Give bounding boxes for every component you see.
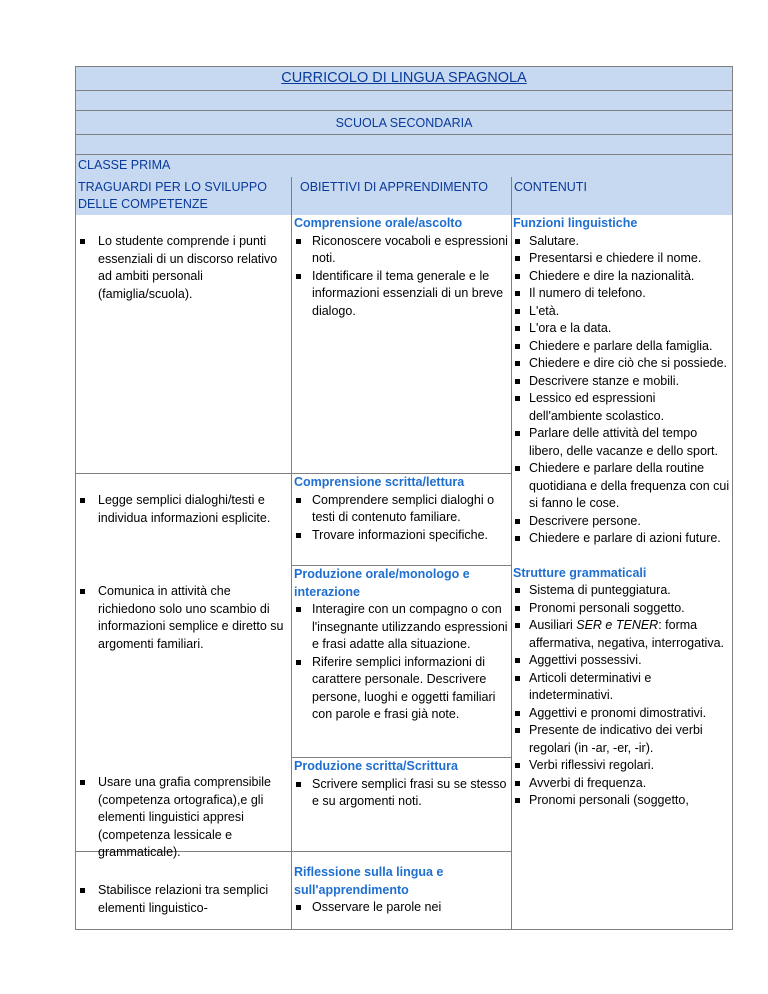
section-heading: Produzione orale/monologo e interazione <box>294 567 470 599</box>
list-item: Presente de indicativo dei verbi regolari (in -ar, -er, -ir). <box>513 722 731 757</box>
italic-text: SER e TENER <box>576 618 659 632</box>
class-label: CLASSE PRIMA <box>78 158 171 172</box>
header-obiettivi: OBIETTIVI DI APPRENDIMENTO <box>291 177 511 215</box>
traguardo-cell <box>76 583 291 653</box>
header-traguardi: TRAGUARDI PER LO SVILUPPO DELLE COMPETENZE <box>76 177 291 215</box>
list-item: Chiedere e dire ciò che si possiede. <box>513 355 731 373</box>
school-subtitle: SCUOLA SECONDARIA <box>335 116 473 130</box>
text: Ausiliari <box>529 618 577 632</box>
obiettivo-cell <box>294 566 508 724</box>
obiettivo-cell <box>294 474 510 544</box>
subtitle-row <box>76 111 732 135</box>
section-heading: Strutture grammaticali <box>513 565 647 580</box>
list-item: Comprendere semplici dialoghi o testi di contenuto familiare. <box>294 492 510 527</box>
list-item <box>513 617 731 652</box>
page-title: CURRICOLO DI LINGUA SPAGNOLA <box>281 70 527 86</box>
text: : forma affermativa, negativa, interrogativa. <box>529 618 725 650</box>
list-item: Descrivere persone. <box>513 513 731 531</box>
list-item: Il numero di telefono. <box>513 285 731 303</box>
header-contenuti: CONTENUTI <box>511 177 732 215</box>
curriculum-table <box>75 66 733 930</box>
column-divider <box>291 215 292 929</box>
list-item: Scrivere semplici frasi su se stesso e su argomenti noti. <box>294 776 508 811</box>
list-item: L'ora e la data. <box>513 320 731 338</box>
list-item: Pronomi personali (soggetto, <box>513 792 731 810</box>
traguardo-cell <box>76 774 289 862</box>
empty-row <box>76 135 732 155</box>
list-item: Avverbi di frequenza. <box>513 775 731 793</box>
list-item: Chiedere e parlare della routine quotidiana e della frequenza con cui si fanno le cose. <box>513 460 731 513</box>
obiettivo-cell <box>294 864 508 917</box>
traguardo-cell <box>76 233 289 303</box>
section-heading: Funzioni linguistiche <box>513 216 638 230</box>
section-heading: Produzione scritta/Scrittura <box>294 759 458 773</box>
list-item: Lo studente comprende i punti essenziali di un discorso relativo ad ambiti personali (famiglia/scuola). <box>76 233 289 303</box>
obiettivo-cell <box>294 215 508 320</box>
list-item: Stabilisce relazioni tra semplici elementi linguistico- <box>76 882 289 917</box>
list-item: Pronomi personali soggetto. <box>513 600 731 618</box>
list-item: Chiedere e parlare della famiglia. <box>513 338 731 356</box>
section-heading: Riflessione sulla lingua e sull'apprendimento <box>294 865 444 897</box>
list-item: Aggettivi e pronomi dimostrativi. <box>513 705 731 723</box>
obiettivo-cell <box>294 758 508 811</box>
list-item: Chiedere e parlare di azioni future. <box>513 530 731 548</box>
traguardo-cell <box>76 882 289 917</box>
list-item: Articoli determinativi e indeterminativi. <box>513 670 731 705</box>
list-item: L'età. <box>513 303 731 321</box>
empty-row <box>76 91 732 111</box>
list-item: Verbi riflessivi regolari. <box>513 757 731 775</box>
list-item: Parlare delle attività del tempo libero, delle vacanze e dello sport. <box>513 425 731 460</box>
section-heading: Comprensione scritta/lettura <box>294 475 465 489</box>
list-item: Riferire semplici informazioni di carattere personale. Descrivere persone, luoghi e oggetti familiari con parole e frasi già note. <box>294 654 508 724</box>
list-item: Aggettivi possessivi. <box>513 652 731 670</box>
title-row <box>76 67 732 91</box>
list-item: Lessico ed espressioni dell'ambiente scolastico. <box>513 390 731 425</box>
section-heading: Comprensione orale/ascolto <box>294 216 463 230</box>
list-item: Riconoscere vocaboli e espressioni noti. <box>294 233 508 268</box>
list-item: Chiedere e dire la nazionalità. <box>513 268 731 286</box>
traguardo-cell <box>76 492 289 527</box>
class-row <box>76 155 732 177</box>
column-divider <box>511 215 512 929</box>
contenuti-cell <box>513 215 731 810</box>
list-item: Legge semplici dialoghi/testi e individua informazioni esplicite. <box>76 492 289 527</box>
list-item: Presentarsi e chiedere il nome. <box>513 250 731 268</box>
list-item: Sistema di punteggiatura. <box>513 582 731 600</box>
list-item: Interagire con un compagno o con l'insegnante utilizzando espressioni e frasi adatte alla situazione. <box>294 601 508 654</box>
list-item: Descrivere stanze e mobili. <box>513 373 731 391</box>
list-item: Usare una grafia comprensibile (competenza ortografica),e gli elementi linguistici appresi (competenza lessicale e grammaticale). <box>76 774 289 862</box>
list-item: Osservare le parole nei <box>294 899 508 917</box>
list-item: Identificare il tema generale e le informazioni essenziali di un breve dialogo. <box>294 268 508 321</box>
list-item: Salutare. <box>513 233 731 251</box>
list-item: Trovare informazioni specifiche. <box>294 527 510 545</box>
list-item: Comunica in attività che richiedono solo uno scambio di informazioni semplice e diretto su argomenti familiari. <box>76 583 291 653</box>
